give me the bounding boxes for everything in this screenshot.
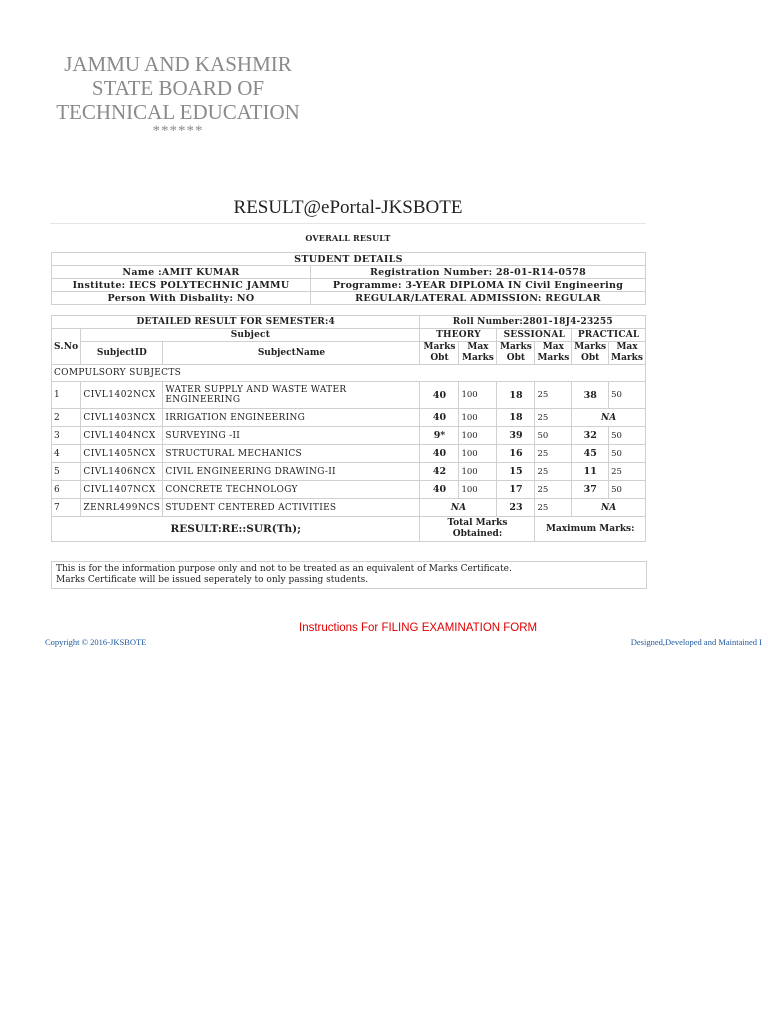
admission-type: REGULAR/LATERAL ADMISSION: REGULAR: [311, 292, 646, 305]
maximum-marks: Maximum Marks:: [535, 517, 646, 542]
row-sessional-obt: 15: [497, 463, 535, 481]
col-sno: S.No: [52, 329, 81, 365]
table-row: [52, 463, 646, 481]
row-theory-obt: 9*: [420, 427, 459, 445]
institute: Institute: IECS POLYTECHNIC JAMMU: [52, 279, 311, 292]
row-practical-max: 50: [609, 382, 646, 409]
row-sno: 6: [52, 481, 81, 499]
row-sessional-max: 25: [535, 463, 572, 481]
row-subject-id: CIVL1402NCX: [81, 382, 163, 409]
row-sessional-max: 25: [535, 445, 572, 463]
row-theory-max: 100: [459, 382, 497, 409]
row-sno: 2: [52, 409, 81, 427]
student-name: Name :AMIT KUMAR: [52, 266, 311, 279]
row-theory-max: 100: [459, 409, 497, 427]
registration-number: Registration Number: 28-01-R14-0578: [311, 266, 646, 279]
row-sessional-max: 25: [535, 481, 572, 499]
student-details-title: STUDENT DETAILS: [52, 253, 646, 266]
row-subject-id: CIVL1403NCX: [81, 409, 163, 427]
disclaimer-note: [51, 561, 647, 589]
row-subject-id: CIVL1407NCX: [81, 481, 163, 499]
row-practical-max: 50: [609, 427, 646, 445]
row-theory-obt: 40: [420, 445, 459, 463]
title-divider: [50, 223, 646, 224]
row-sno: 7: [52, 499, 81, 517]
detailed-result-table: [51, 315, 646, 542]
board-header: [30, 52, 326, 138]
row-sno: 5: [52, 463, 81, 481]
col-theory-obt: Marks Obt: [420, 342, 459, 365]
row-subject-id: CIVL1404NCX: [81, 427, 163, 445]
row-sessional-obt: 17: [497, 481, 535, 499]
col-subject-name: SubjectName: [163, 342, 420, 365]
board-line-1: JAMMU AND KASHMIR: [64, 52, 292, 76]
row-practical-max: 25: [609, 463, 646, 481]
row-subject-name: CONCRETE TECHNOLOGY: [163, 481, 420, 499]
row-practical-obt: 32: [572, 427, 609, 445]
row-subject-id: CIVL1406NCX: [81, 463, 163, 481]
row-subject-name: WATER SUPPLY AND WASTE WATER ENGINEERING: [163, 382, 420, 409]
table-row: [52, 481, 646, 499]
row-sessional-max: 25: [535, 409, 572, 427]
row-practical-obt: 38: [572, 382, 609, 409]
col-sessional: SESSIONAL: [497, 329, 572, 342]
section-heading: COMPULSORY SUBJECTS: [52, 365, 646, 382]
col-practical: PRACTICAL: [572, 329, 646, 342]
row-sessional-max: 25: [535, 382, 572, 409]
row-sessional-obt: 18: [497, 382, 535, 409]
semester-heading: DETAILED RESULT FOR SEMESTER:4: [52, 316, 420, 329]
row-theory-max: 100: [459, 463, 497, 481]
row-sessional-obt: 18: [497, 409, 535, 427]
student-details-table: [51, 252, 646, 305]
table-row: [52, 499, 646, 517]
col-subject: Subject: [81, 329, 420, 342]
disclaimer-line-2: Marks Certificate will be issued seperately to only passing students.: [56, 575, 369, 585]
page-title: RESULT@ePortal-JKSBOTE: [233, 197, 463, 218]
row-subject-name: STRUCTURAL MECHANICS: [163, 445, 420, 463]
row-sno: 1: [52, 382, 81, 409]
board-stars: ******: [152, 123, 204, 139]
board-line-3: TECHNICAL EDUCATION: [56, 100, 300, 124]
row-practical-obt: 45: [572, 445, 609, 463]
col-sessional-max: Max Marks: [535, 342, 572, 365]
row-theory-obt: 40: [420, 409, 459, 427]
row-practical-na: NA: [572, 499, 646, 517]
row-theory-max: 100: [459, 445, 497, 463]
table-row: [52, 382, 646, 409]
row-practical-na: NA: [572, 409, 646, 427]
row-theory-obt: 40: [420, 382, 459, 409]
overall-result-heading: OVERALL RESULT: [305, 233, 391, 243]
row-sessional-max: 50: [535, 427, 572, 445]
col-sessional-obt: Marks Obt: [497, 342, 535, 365]
table-row: [52, 427, 646, 445]
row-sessional-obt: 23: [497, 499, 535, 517]
col-theory: THEORY: [420, 329, 497, 342]
row-theory-max: 100: [459, 481, 497, 499]
col-subject-id: SubjectID: [81, 342, 163, 365]
programme: Programme: 3-YEAR DIPLOMA IN Civil Engineering: [311, 279, 646, 292]
row-practical-max: 50: [609, 481, 646, 499]
row-subject-name: CIVIL ENGINEERING DRAWING-II: [163, 463, 420, 481]
row-sessional-obt: 39: [497, 427, 535, 445]
total-marks-obtained: Total Marks Obtained:: [420, 517, 535, 542]
row-subject-name: IRRIGATION ENGINEERING: [163, 409, 420, 427]
col-practical-obt: Marks Obt: [572, 342, 609, 365]
row-practical-obt: 11: [572, 463, 609, 481]
row-subject-id: CIVL1405NCX: [81, 445, 163, 463]
col-practical-max: Max Marks: [609, 342, 646, 365]
pwd-status: Person With Disbality: NO: [52, 292, 311, 305]
row-subject-name: SURVEYING -II: [163, 427, 420, 445]
copyright-text: Copyright © 2016-JKSBOTE: [45, 637, 147, 647]
disclaimer-line-1: This is for the information purpose only and not to be treated as an equivalent of Marks Certificate.: [56, 564, 512, 574]
table-row: [52, 409, 646, 427]
row-theory-na: NA: [420, 499, 497, 517]
row-theory-max: 100: [459, 427, 497, 445]
board-line-2: STATE BOARD OF: [91, 76, 265, 100]
roll-number: Roll Number:2801-18J4-23255: [420, 316, 646, 329]
col-theory-max: Max Marks: [459, 342, 497, 365]
row-practical-max: 50: [609, 445, 646, 463]
table-row: [52, 445, 646, 463]
row-sno: 3: [52, 427, 81, 445]
row-sessional-max: 25: [535, 499, 572, 517]
row-theory-obt: 40: [420, 481, 459, 499]
row-theory-obt: 42: [420, 463, 459, 481]
designed-by-text: Designed,Developed and Maintained I: [630, 637, 762, 647]
row-practical-obt: 37: [572, 481, 609, 499]
result-status: RESULT:RE::SUR(Th);: [52, 517, 420, 542]
row-sessional-obt: 16: [497, 445, 535, 463]
instructions-link[interactable]: Instructions For FILING EXAMINATION FORM: [299, 622, 538, 634]
row-subject-id: ZENRL499NCS: [81, 499, 163, 517]
row-subject-name: STUDENT CENTERED ACTIVITIES: [163, 499, 420, 517]
row-sno: 4: [52, 445, 81, 463]
